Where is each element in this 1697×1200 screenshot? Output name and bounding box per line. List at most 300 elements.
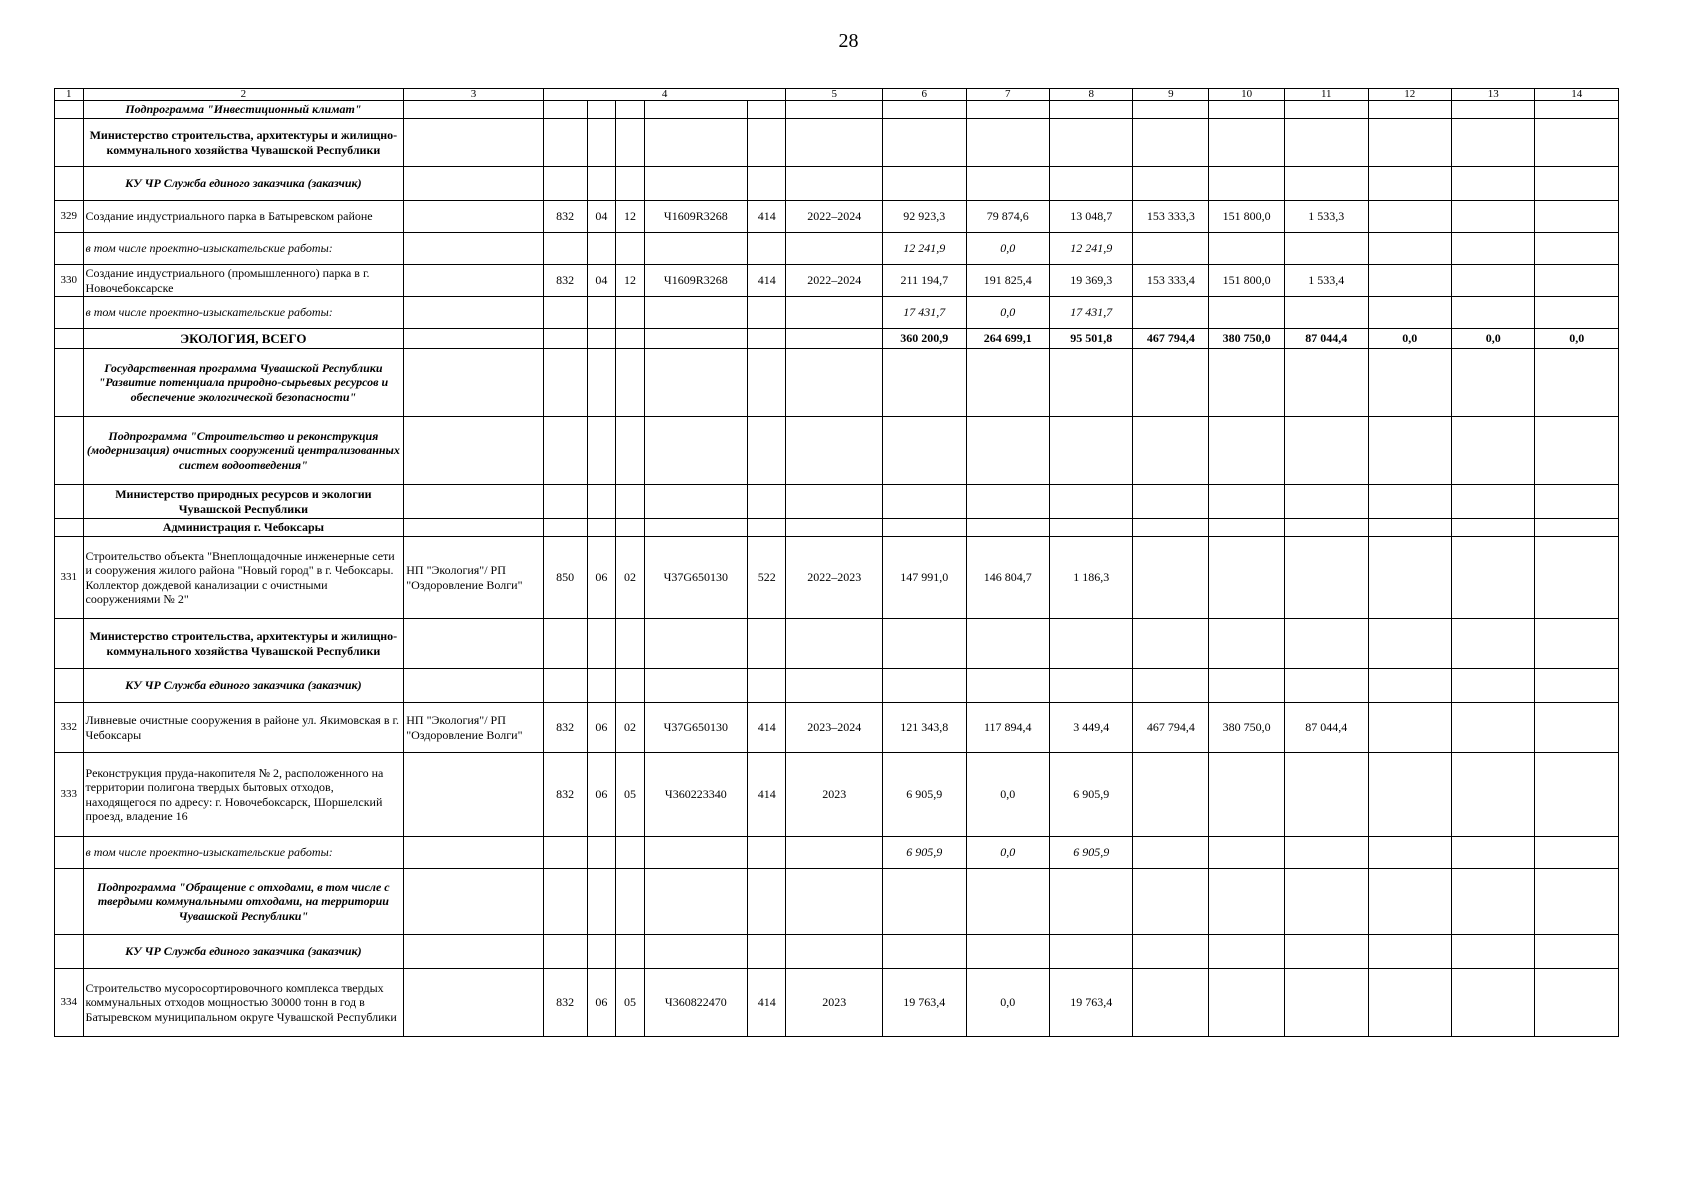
empty-cell [786,297,883,329]
section-row [55,519,1619,537]
object-name: Строительство объекта "Внеплощадочные инженерные сети и сооружения жилого района "Новый город" в г. Чебоксары. Коллектор дождевой канализации с очистными сооружениями № 2" [83,537,404,619]
empty-cell [786,869,883,935]
empty-cell [616,349,645,417]
empty-cell [1133,349,1209,417]
empty-cell [543,349,587,417]
row-number-cell [55,619,84,669]
program-name [404,265,543,297]
empty-cell [1209,935,1285,969]
code-subsection: 12 [616,201,645,233]
empty-cell [1368,837,1451,869]
empty-cell [543,233,587,265]
empty-cell [1535,349,1619,417]
value-v8: 95 501,8 [1050,329,1133,349]
section-row [55,167,1619,201]
empty-cell [1209,233,1285,265]
code-subsection: 02 [616,537,645,619]
value-v11: 87 044,4 [1285,329,1368,349]
value-v11: 1 533,3 [1285,201,1368,233]
value-v7: 146 804,7 [966,537,1049,619]
value-v12 [1368,537,1451,619]
empty-cell [644,297,747,329]
subtotal-row [55,837,1619,869]
value-v8: 19 763,4 [1050,969,1133,1037]
code-target: Ч360822470 [644,969,747,1037]
empty-cell [543,669,587,703]
code-ministry: 832 [543,969,587,1037]
empty-cell [1451,417,1534,485]
code-subsection: 12 [616,265,645,297]
empty-cell [1451,869,1534,935]
empty-cell [1050,935,1133,969]
empty-cell [1535,485,1619,519]
empty-cell [1133,233,1209,265]
empty-cell [747,519,785,537]
empty-cell [1209,119,1285,167]
empty-cell [1209,167,1285,201]
empty-cell [966,519,1049,537]
empty-cell [966,869,1049,935]
empty-cell [1050,417,1133,485]
subtotal-row [55,233,1619,265]
section-title: Администрация г. Чебоксары [83,519,404,537]
code-target: Ч360223340 [644,753,747,837]
section-title: Подпрограмма "Инвестиционный климат" [83,101,404,119]
row-number: 329 [55,201,84,233]
empty-cell [747,349,785,417]
empty-cell [1368,101,1451,119]
section-title: Министерство природных ресурсов и экологии Чувашской Республики [83,485,404,519]
section-title: Министерство строительства, архитектуры и жилищно-коммунального хозяйства Чувашской Республики [83,619,404,669]
row-number-cell [55,167,84,201]
subtotal-label: в том числе проектно-изыскательские работы: [83,837,404,869]
empty-cell [1050,485,1133,519]
empty-cell [1451,519,1534,537]
empty-cell [616,669,645,703]
empty-cell [404,869,543,935]
empty-cell [1368,349,1451,417]
empty-cell [543,329,587,349]
empty-cell [404,101,543,119]
empty-cell [1285,233,1368,265]
value-v12: 0,0 [1368,329,1451,349]
period: 2022–2023 [786,537,883,619]
value-v13 [1451,969,1534,1037]
code-target: Ч37G650130 [644,703,747,753]
value-v6: 211 194,7 [883,265,966,297]
value-v11 [1285,969,1368,1037]
empty-cell [644,485,747,519]
subtotal-label: в том числе проектно-изыскательские работы: [83,233,404,265]
program-name [404,201,543,233]
empty-cell [1368,167,1451,201]
empty-cell [747,119,785,167]
empty-cell [966,167,1049,201]
empty-cell [786,837,883,869]
value-v6: 6 905,9 [883,837,966,869]
value-v8: 19 369,3 [1050,265,1133,297]
empty-cell [1209,485,1285,519]
empty-cell [1133,669,1209,703]
empty-cell [1285,349,1368,417]
header-row [55,89,1619,101]
value-v11 [1285,537,1368,619]
col-header-4: 4 [543,89,786,101]
program-name [404,753,543,837]
empty-cell [1451,101,1534,119]
code-section: 06 [587,969,616,1037]
row-number: 334 [55,969,84,1037]
row-number-cell [55,519,84,537]
col-header-14: 14 [1535,89,1619,101]
row-number-cell [55,297,84,329]
code-expense: 414 [747,969,785,1037]
section-title: КУ ЧР Служба единого заказчика (заказчик) [83,935,404,969]
section-title: Министерство строительства, архитектуры и жилищно-коммунального хозяйства Чувашской Республики [83,119,404,167]
section-row [55,619,1619,669]
empty-cell [747,329,785,349]
empty-cell [966,669,1049,703]
total-label: ЭКОЛОГИЯ, ВСЕГО [83,329,404,349]
code-ministry: 832 [543,201,587,233]
empty-cell [1535,167,1619,201]
empty-cell [404,619,543,669]
empty-cell [543,297,587,329]
value-v11: 87 044,4 [1285,703,1368,753]
section-title: КУ ЧР Служба единого заказчика (заказчик) [83,669,404,703]
empty-cell [1451,837,1534,869]
empty-cell [616,167,645,201]
empty-cell [966,349,1049,417]
empty-cell [404,233,543,265]
program-name: НП "Экология"/ РП "Оздоровление Волги" [404,703,543,753]
empty-cell [644,101,747,119]
empty-cell [1209,837,1285,869]
empty-cell [1209,869,1285,935]
empty-cell [644,935,747,969]
empty-cell [747,101,785,119]
empty-cell [404,519,543,537]
empty-cell [1133,869,1209,935]
value-v6: 17 431,7 [883,297,966,329]
code-ministry: 832 [543,703,587,753]
empty-cell [747,417,785,485]
empty-cell [644,167,747,201]
value-v14 [1535,265,1619,297]
empty-cell [616,619,645,669]
row-number-cell [55,837,84,869]
row-number-cell [55,101,84,119]
empty-cell [1285,167,1368,201]
col-header-9: 9 [1133,89,1209,101]
empty-cell [1133,297,1209,329]
empty-cell [786,485,883,519]
section-title: Государственная программа Чувашской Республики "Развитие потенциала природно-сырьевых ресурсов и обеспечение экологической безопасности" [83,349,404,417]
value-v14 [1535,969,1619,1037]
empty-cell [404,297,543,329]
code-subsection: 05 [616,969,645,1037]
empty-cell [1535,519,1619,537]
empty-cell [404,485,543,519]
investment-table [54,88,1619,1037]
empty-cell [587,101,616,119]
empty-cell [747,669,785,703]
empty-cell [1368,119,1451,167]
empty-cell [587,349,616,417]
period: 2023–2024 [786,703,883,753]
value-v7: 0,0 [966,233,1049,265]
empty-cell [966,119,1049,167]
empty-cell [616,519,645,537]
empty-cell [404,417,543,485]
col-header-1: 1 [55,89,84,101]
empty-cell [747,167,785,201]
empty-cell [786,101,883,119]
program-name: НП "Экология"/ РП "Оздоровление Волги" [404,537,543,619]
empty-cell [644,519,747,537]
empty-cell [404,935,543,969]
value-v8: 17 431,7 [1050,297,1133,329]
empty-cell [1050,119,1133,167]
empty-cell [1133,101,1209,119]
empty-cell [1451,669,1534,703]
code-expense: 414 [747,703,785,753]
empty-cell [1368,233,1451,265]
value-v6: 92 923,3 [883,201,966,233]
empty-cell [1535,669,1619,703]
empty-cell [1368,519,1451,537]
empty-cell [883,519,966,537]
empty-cell [786,233,883,265]
row-number-cell [55,935,84,969]
empty-cell [1285,101,1368,119]
empty-cell [1451,349,1534,417]
empty-cell [1209,417,1285,485]
empty-cell [587,869,616,935]
empty-cell [747,619,785,669]
empty-cell [883,119,966,167]
object-name: Ливневые очистные сооружения в районе ул. Якимовская в г. Чебоксары [83,703,404,753]
empty-cell [1209,669,1285,703]
value-v9: 467 794,4 [1133,703,1209,753]
col-header-13: 13 [1451,89,1534,101]
col-header-8: 8 [1050,89,1133,101]
program-name [404,969,543,1037]
row-number-cell [55,669,84,703]
empty-cell [883,349,966,417]
code-expense: 414 [747,753,785,837]
empty-cell [786,329,883,349]
empty-cell [543,869,587,935]
empty-cell [587,519,616,537]
empty-cell [747,233,785,265]
code-target: Ч1609R3268 [644,265,747,297]
empty-cell [1535,417,1619,485]
value-v8: 13 048,7 [1050,201,1133,233]
empty-cell [404,669,543,703]
value-v7: 0,0 [966,753,1049,837]
period: 2022–2024 [786,201,883,233]
empty-cell [1285,297,1368,329]
value-v6: 147 991,0 [883,537,966,619]
code-section: 06 [587,753,616,837]
empty-cell [747,935,785,969]
empty-cell [587,669,616,703]
empty-cell [1368,619,1451,669]
section-row [55,119,1619,167]
empty-cell [1285,869,1368,935]
empty-cell [786,349,883,417]
page-number: 28 [838,30,859,52]
value-v10 [1209,753,1285,837]
empty-cell [786,619,883,669]
empty-cell [1050,349,1133,417]
section-row [55,869,1619,935]
empty-cell [1535,101,1619,119]
empty-cell [543,167,587,201]
value-v9 [1133,537,1209,619]
empty-cell [644,869,747,935]
value-v6: 6 905,9 [883,753,966,837]
empty-cell [404,167,543,201]
empty-cell [587,619,616,669]
code-target: Ч1609R3268 [644,201,747,233]
empty-cell [883,669,966,703]
empty-cell [786,417,883,485]
empty-cell [644,329,747,349]
total-row [55,329,1619,349]
table-row [55,969,1619,1037]
value-v7: 0,0 [966,837,1049,869]
col-header-12: 12 [1368,89,1451,101]
empty-cell [1535,297,1619,329]
empty-cell [404,119,543,167]
empty-cell [616,329,645,349]
empty-cell [1368,485,1451,519]
object-name: Создание индустриального (промышленного) парка в г. Новочебоксарске [83,265,404,297]
row-number: 332 [55,703,84,753]
value-v10: 380 750,0 [1209,703,1285,753]
empty-cell [1368,935,1451,969]
table-row [55,753,1619,837]
empty-cell [966,101,1049,119]
object-name: Реконструкция пруда-накопителя № 2, расположенного на территории полигона твердых бытовых отходов, находящегося по адресу: г. Новочебоксарск, Шоршелский проезд, владение 16 [83,753,404,837]
empty-cell [1209,619,1285,669]
empty-cell [966,935,1049,969]
empty-cell [747,837,785,869]
empty-cell [1451,233,1534,265]
empty-cell [1285,837,1368,869]
code-ministry: 832 [543,265,587,297]
empty-cell [644,119,747,167]
value-v7: 0,0 [966,969,1049,1037]
empty-cell [883,935,966,969]
section-row [55,349,1619,417]
empty-cell [616,935,645,969]
value-v13 [1451,201,1534,233]
col-header-3: 3 [404,89,543,101]
section-title: Подпрограмма "Строительство и реконструкция (модернизация) очистных сооружений централизованных систем водоотведения" [83,417,404,485]
empty-cell [1285,669,1368,703]
value-v13 [1451,703,1534,753]
empty-cell [883,101,966,119]
value-v7: 0,0 [966,297,1049,329]
subtotal-row [55,297,1619,329]
value-v11 [1285,753,1368,837]
empty-cell [616,297,645,329]
value-v12 [1368,265,1451,297]
value-v8: 3 449,4 [1050,703,1133,753]
empty-cell [1133,619,1209,669]
empty-cell [616,233,645,265]
value-v13 [1451,537,1534,619]
empty-cell [883,417,966,485]
value-v7: 191 825,4 [966,265,1049,297]
empty-cell [1209,101,1285,119]
empty-cell [587,935,616,969]
empty-cell [543,485,587,519]
code-section: 04 [587,201,616,233]
empty-cell [1535,869,1619,935]
empty-cell [786,935,883,969]
empty-cell [543,119,587,167]
empty-cell [644,349,747,417]
value-v6: 121 343,8 [883,703,966,753]
empty-cell [1050,519,1133,537]
empty-cell [616,869,645,935]
empty-cell [1285,119,1368,167]
empty-cell [616,485,645,519]
empty-cell [543,519,587,537]
empty-cell [1133,119,1209,167]
value-v9 [1133,969,1209,1037]
value-v6: 12 241,9 [883,233,966,265]
empty-cell [616,119,645,167]
empty-cell [1133,935,1209,969]
empty-cell [1285,619,1368,669]
empty-cell [1285,417,1368,485]
value-v12 [1368,703,1451,753]
col-header-7: 7 [966,89,1049,101]
value-v9: 467 794,4 [1133,329,1209,349]
empty-cell [644,417,747,485]
empty-cell [1451,119,1534,167]
col-header-5: 5 [786,89,883,101]
table-row [55,201,1619,233]
empty-cell [644,619,747,669]
empty-cell [543,101,587,119]
value-v8: 6 905,9 [1050,753,1133,837]
empty-cell [1285,485,1368,519]
empty-cell [587,167,616,201]
value-v6: 19 763,4 [883,969,966,1037]
empty-cell [543,837,587,869]
code-section: 06 [587,703,616,753]
empty-cell [1133,417,1209,485]
empty-cell [966,485,1049,519]
period: 2023 [786,969,883,1037]
row-number-cell [55,485,84,519]
empty-cell [1209,349,1285,417]
empty-cell [404,329,543,349]
empty-cell [644,233,747,265]
section-row [55,417,1619,485]
value-v8: 1 186,3 [1050,537,1133,619]
empty-cell [883,619,966,669]
empty-cell [747,297,785,329]
row-number-cell [55,349,84,417]
empty-cell [1285,935,1368,969]
